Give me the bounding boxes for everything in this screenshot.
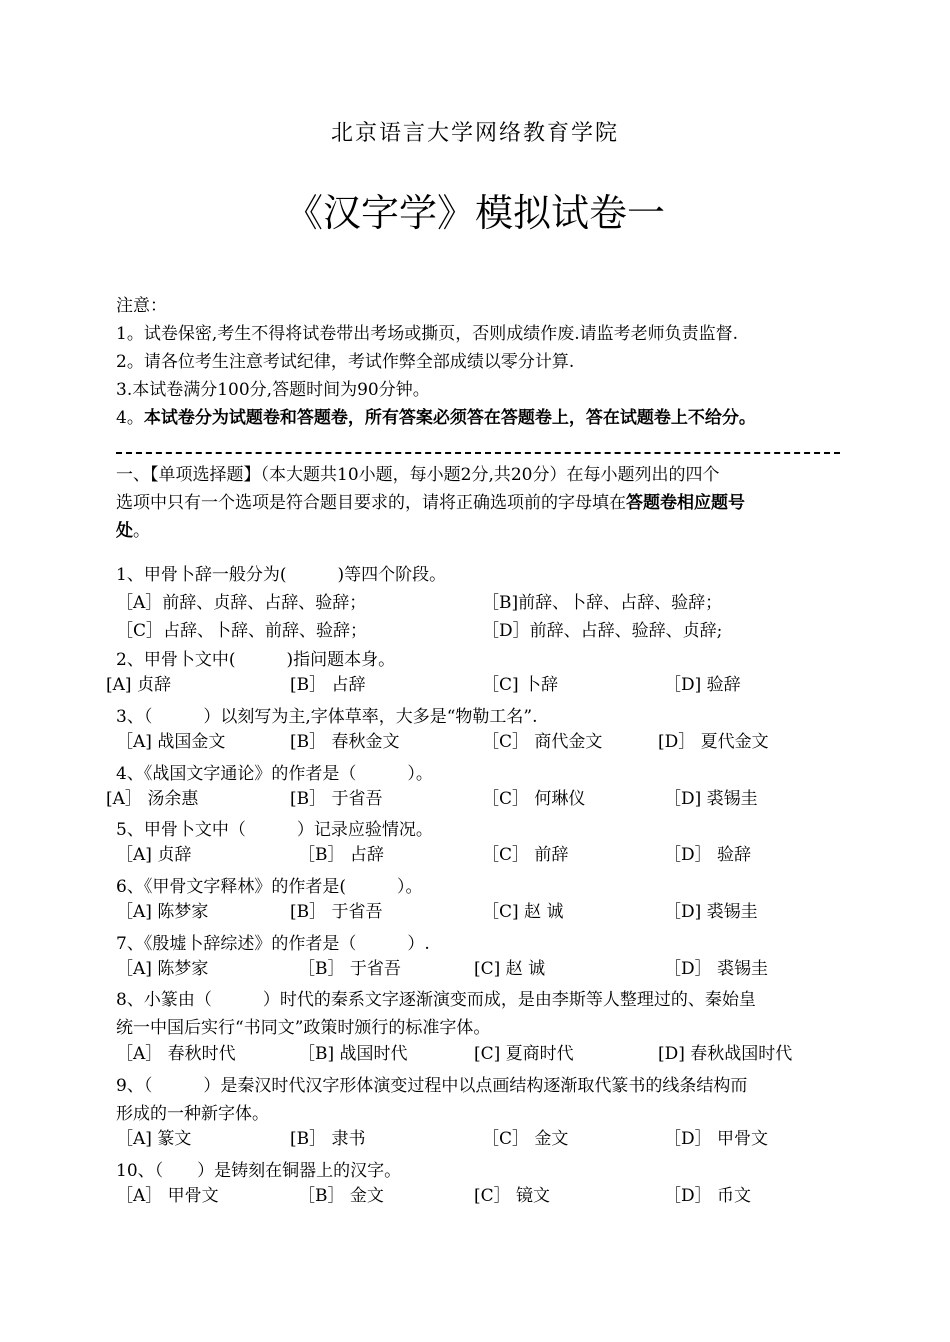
question-10-option-a: ［A］ 甲骨文	[116, 1186, 219, 1206]
question-8-stem: 8、小篆由（ ）时代的秦系文字逐渐演变而成，是由李斯等人整理过的、秦始皇	[116, 990, 756, 1010]
question-4-option-b: [B］ 于省吾	[290, 789, 383, 809]
section1-line-2	[116, 491, 745, 515]
question-1-stem: 1、甲骨卜辞一般分为( )等四个阶段。	[116, 565, 447, 585]
notice-heading: 注意：	[116, 296, 167, 316]
question-2-option-b: [B］ 占辞	[290, 675, 366, 695]
question-8-stem-cont: 统一中国后实行“书同文”政策时颁行的标准字体。	[116, 1018, 491, 1038]
question-9-stem-cont: 形成的一种新字体。	[116, 1104, 269, 1124]
question-7-option-d: ［D］ 裘锡圭	[664, 959, 769, 979]
question-2-option-c: ［C] 卜辞	[482, 675, 559, 695]
exam-title: 《汉字学》模拟试卷一	[284, 191, 665, 235]
notice-item-4-prefix: 4。	[116, 408, 144, 428]
question-3-stem: 3、（ ）以刻写为主,字体草率，大多是“物勒工名”.	[116, 707, 538, 727]
question-8-option-a: ［A］ 春秋时代	[116, 1044, 236, 1064]
question-6-stem: 6、《甲骨文字释林》的作者是( ）。	[116, 877, 423, 897]
question-8-option-b: ［B] 战国时代	[298, 1044, 408, 1064]
question-8-option-d: [D] 春秋战国时代	[658, 1044, 793, 1064]
question-3-option-c: ［C］ 商代金文	[482, 732, 603, 752]
question-1-option-b: ［B]前辞、卜辞、占辞、验辞；	[482, 593, 723, 613]
question-1-option-d: ［D］前辞、占辞、验辞、贞辞;	[482, 621, 723, 641]
question-4-option-d: ［D] 裘锡圭	[664, 789, 758, 809]
question-10-option-d: ［D］ 币文	[664, 1186, 752, 1206]
question-9-option-a: ［A] 篆文	[116, 1129, 192, 1149]
question-4-option-a: [A］ 汤余惠	[106, 789, 199, 809]
question-2-stem: 2、甲骨卜文中( )指问题本身。	[116, 650, 396, 670]
question-1-option-c: ［C］占辞、卜辞、前辞、验辞；	[116, 621, 368, 641]
question-10-option-c: [C］ 镜文	[474, 1186, 551, 1206]
question-5-option-a: ［A] 贞辞	[116, 845, 192, 865]
question-8-option-c: [C] 夏商时代	[474, 1044, 574, 1064]
question-3-option-b: [B］ 春秋金文	[290, 732, 400, 752]
question-3-option-a: ［A] 战国金文	[116, 732, 226, 752]
question-4-option-c: ［C］ 何琳仪	[482, 789, 586, 809]
question-2-option-a: [A] 贞辞	[106, 675, 171, 695]
question-7-option-c: [C] 赵 诚	[474, 959, 546, 979]
dashed-divider	[116, 452, 840, 454]
question-9-stem: 9、（ ）是秦汉时代汉字形体演变过程中以点画结构逐渐取代篆书的线条结构而	[116, 1076, 748, 1096]
question-5-option-b: ［B］ 占辞	[298, 845, 384, 865]
section1-line-3	[116, 519, 150, 543]
question-4-stem: 4、《战国文字通论》的作者是（ ）。	[116, 764, 433, 784]
section1-line-3-end: 。	[133, 521, 150, 541]
notice-item-4-bold: 本试卷分为试题卷和答题卷，所有答案必须答在答题卷上，答在试题卷上不给分。	[143, 408, 756, 428]
question-3-option-d: [D］ 夏代金文	[658, 732, 769, 752]
notice-item-4	[116, 406, 756, 430]
question-5-option-d: ［D］ 验辞	[664, 845, 752, 865]
question-7-stem: 7、《殷墟卜辞综述》的作者是（ ）.	[116, 934, 430, 954]
section1-line-1: 一、【单项选择题】（本大题共10小题，每小题2分,共20分）在每小题列出的四个	[116, 465, 720, 485]
question-6-option-a: ［A] 陈梦家	[116, 902, 209, 922]
question-7-option-a: ［A] 陈梦家	[116, 959, 209, 979]
institution-name: 北京语言大学网络教育学院	[330, 121, 619, 146]
question-6-option-b: [B］ 于省吾	[290, 902, 383, 922]
question-7-option-b: ［B］ 于省吾	[298, 959, 401, 979]
question-10-option-b: ［B］ 金文	[298, 1186, 384, 1206]
section1-line-3-bold: 处	[116, 521, 133, 541]
question-5-option-c: ［C］ 前辞	[482, 845, 569, 865]
question-1-option-a: ［A］前辞、贞辞、占辞、验辞；	[116, 593, 367, 613]
question-5-stem: 5、甲骨卜文中（ ）记录应验情况。	[116, 820, 433, 840]
question-9-option-d: ［D］ 甲骨文	[664, 1129, 769, 1149]
question-9-option-b: [B］ 隶书	[290, 1129, 366, 1149]
question-10-stem: 10、（ ）是铸刻在铜器上的汉字。	[116, 1161, 402, 1181]
notice-item-2: 2。请各位考生注意考试纪律，考试作弊全部成绩以零分计算.	[116, 352, 575, 372]
notice-item-3: 3.本试卷满分100分,答题时间为90分钟。	[116, 380, 430, 400]
section1-line-2-bold: 答题卷相应题号	[626, 493, 745, 513]
section1-line-2-text: 选项中只有一个选项是符合题目要求的，请将正确选项前的字母填在	[116, 493, 626, 513]
notice-item-1: 1。试卷保密,考生不得将试卷带出考场或撕页，否则成绩作废.请监考老师负责监督.	[116, 324, 739, 344]
question-2-option-d: ［D] 验辞	[664, 675, 741, 695]
question-6-option-c: ［C] 赵 诚	[482, 902, 564, 922]
question-6-option-d: ［D] 裘锡圭	[664, 902, 758, 922]
question-9-option-c: ［C］ 金文	[482, 1129, 569, 1149]
